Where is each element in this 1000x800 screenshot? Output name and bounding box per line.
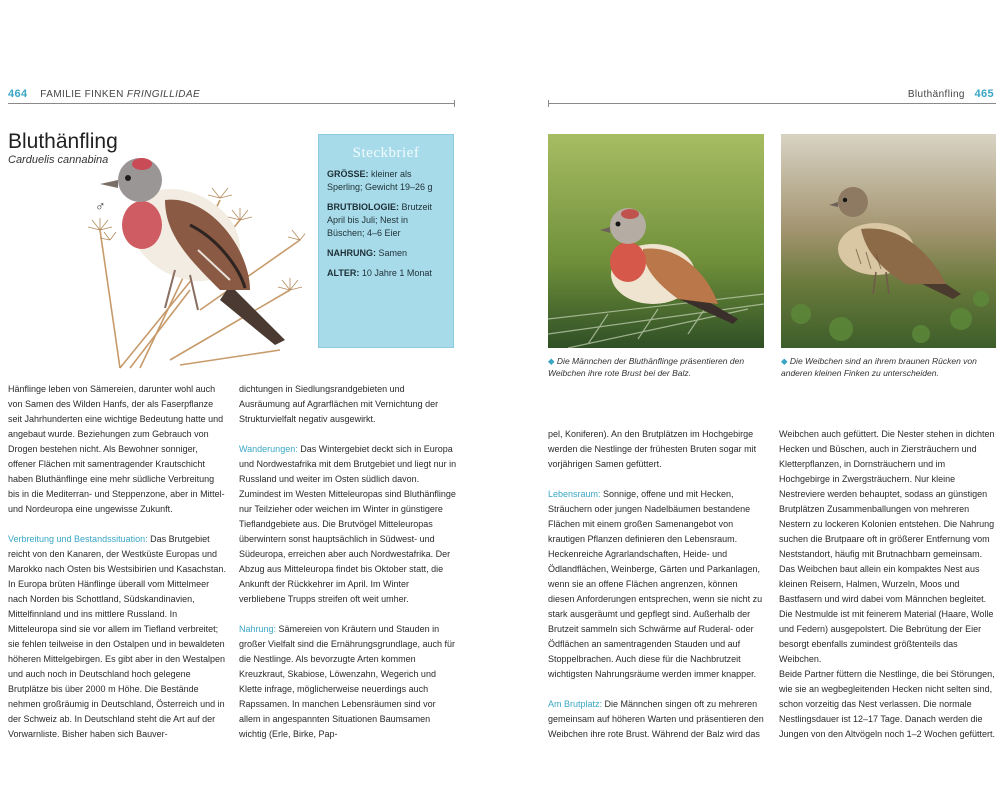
nest-paragraph-1: Weibchen auch gefüttert. Die Nester stehen in dichten Hecken und Büschen, auch in Ziersträuchern und Kletterpflanzen, in Dornsträuchern und im Hochgebirge in Zwergsträuchern. Nur kleine Nestreviere werden behauptet, sodass an günstigen Brutplätzen Zusammenballungen von mehreren Nestern zu lockeren Kolonien entstehen. Die Nahrung suchen die Brutpaare oft in größerer Entfernung vom Neststandort, häufig mit Brutnachbarn gemeinsam. xyxy=(779,429,995,559)
left-header-rule xyxy=(8,103,454,104)
fact-food-label: NAHRUNG: xyxy=(327,248,376,258)
bird-red-breast xyxy=(122,201,162,249)
migration-paragraph xyxy=(239,442,457,607)
nest-paragraph-2: Das Weibchen baut allein ein kompaktes Nest aus kleinen Reisern, Halmen, Wurzeln, Moos und Bastfasern und wird dabei vom Männchen begleitet. Die Nestmulde ist mit feinerem Material (Haare, Wolle und Federn) ausgepolstert. Die Bebrütung der Eier besorgt ebenfalls zumindest größtenteils das Weibchen. xyxy=(779,564,994,664)
photo-female-linnet xyxy=(781,134,996,348)
caption-female-photo xyxy=(781,355,997,379)
left-header-rule-end xyxy=(454,100,455,107)
fact-food xyxy=(327,247,445,260)
text-column-3 xyxy=(548,427,766,742)
fact-breeding xyxy=(327,201,445,240)
caption-marker-icon: ◆ xyxy=(781,356,788,366)
bird-beak xyxy=(100,180,118,188)
breeding-site-heading: Am Brutplatz: xyxy=(548,699,603,709)
bird-eye xyxy=(125,175,131,181)
fact-size-label: GRÖSSE: xyxy=(327,169,369,179)
bird-tail xyxy=(220,285,285,345)
left-running-head-italic: FRINGILLIDAE xyxy=(126,89,201,100)
fact-size xyxy=(327,168,445,194)
distribution-heading: Verbreitung und Bestandssituation: xyxy=(8,534,148,544)
fact-age-value: 10 Jahre 1 Monat xyxy=(359,268,432,278)
left-running-head-text: FAMILIE FINKEN xyxy=(40,89,127,100)
left-page-number: 464 xyxy=(8,88,28,100)
scientific-name: Carduelis cannabina xyxy=(8,154,109,166)
fact-food-value: Samen xyxy=(376,248,408,258)
breeding-site-paragraph xyxy=(548,697,766,742)
continuation-paragraph-right: pel, Koniferen). An den Brutplätzen im Hochgebirge werden die Nestlinge der frühesten Bruten sogar mit vorjährigen Samen gefüttert. xyxy=(548,429,757,469)
caption-female-text: Die Weibchen sind an ihrem braunen Rücken von anderen kleinen Finken zu unterscheiden. xyxy=(781,356,977,378)
breeding-site-text: Die Männchen singen oft zu mehreren gemeinsam auf höheren Warten und präsentieren den Weibchen ihre rote Brust. Während der Balz wird das xyxy=(548,699,764,739)
fact-box-heading: Steckbrief xyxy=(352,145,420,161)
distribution-paragraph xyxy=(8,532,226,742)
distribution-text: Das Brutgebiet reicht von den Kanaren, der Westküste Europas und Marokko nach Osten bis Westsibirien und Kasachstan. In Europa brüten Hänflinge überall vom Mittelmeer nach Norden bis Schottland, Südskandinavien, Mittelfinnland und ins mittlere Russland. In Mitteleuropa sind sie vor allem im Tiefland verbreitet; sie fehlen teilweise in den Ostalpen und in bewaldeten höheren Mittelgebirgen. Es gibt aber in den Westalpen und auch noch in Deutschland hoch gelegene Brutplätze bis über 2000 m Höhe. Die Bestände nehmen großräumig in Deutschland, Österreich und in der Schweiz ab. In Deutschland steht die Art auf der Vorwarnliste. Bisher haben sich Bauver- xyxy=(8,534,226,739)
food-paragraph xyxy=(239,622,457,742)
food-text: Sämereien von Kräutern und Stauden in großer Vielfalt sind die Ernährungsgrundlage, auch für die Nestlinge. Als bevorzugte Arten kommen Kreuzkraut, Skabiose, Löwenzahn, Wegerich und Klette infrage, möglicherweise neuerdings auch Rapssamen. In manchen Lebensräumen sind vor allem in angespannten Situationen Baumsamen wichtig (Erle, Birke, Pap- xyxy=(239,624,455,739)
page-title: Bluthänfling xyxy=(8,130,118,153)
habitat-heading: Lebensraum: xyxy=(548,489,601,499)
linnet-illustration xyxy=(80,140,305,370)
caption-male-photo xyxy=(548,355,766,379)
food-heading: Nahrung: xyxy=(239,624,277,634)
fact-size-value: kleiner als Sperling; Gewicht 19–26 g xyxy=(327,169,433,192)
fact-box xyxy=(318,134,454,348)
right-header-rule xyxy=(548,103,996,104)
fact-breeding-label: BRUTBIOLOGIE: xyxy=(327,202,399,212)
right-page-number: 465 xyxy=(974,88,994,100)
migration-heading: Wanderungen: xyxy=(239,444,298,454)
fact-age xyxy=(327,267,445,280)
caption-marker-icon: ◆ xyxy=(548,356,555,366)
text-column-1 xyxy=(8,382,226,742)
intro-paragraph: Hänflinge leben von Sämereien, darunter wohl auch von Samen des Wilden Hanfs, der als Faserpflanze seit Jahrhunderten eine wichtige Bedeutung hatte und angebaut wurde. Beziehungen zum Gebrauch von Drogen bestehen nicht. Als Bewohner sonniger, offener Flächen mit samentragender Krautschicht haben Bluthänflinge eine mehr südliche Verbreitung bis in die Mediterran- und Steppenzone, aber in Mittel- und Nordeuropa eine ungewisse Zukunft. xyxy=(8,384,225,514)
right-running-head xyxy=(908,88,994,100)
right-header-rule-start xyxy=(548,100,549,107)
right-running-head-text: Bluthänfling xyxy=(907,89,965,100)
habitat-text: Sonnige, offene und mit Hecken, Sträuchern oder jungen Nadelbäumen bestandene Flächen mit einem großen Samenangebot von krautigen Pflanzen definieren den Lebensraum. Heckenreiche Agrarlandschaften, Heide- und Ödlandflächen, Weinberge, Gärten und Parkanlagen, wenn sie an offene Flächen angrenzen, können diesen Anforderungen entsprechen, wenn sie nicht zu stark ausgeräumt und gepflegt sind. Außerhalb der Brutzeit sammeln sich Schwärme auf Ruderal- oder Ödflächen an samentragenden Stauden und auf Stoppelbrachen. Auch diese für die Nachbrutzeit wichtigsten Nahrungsräume werden immer knapper. xyxy=(548,489,763,679)
left-running-head xyxy=(8,88,200,100)
continuation-paragraph: dichtungen in Siedlungsrandgebieten und Ausräumung auf Agrarflächen mit Vernichtung der Strukturvielfalt negativ ausgewirkt. xyxy=(239,384,439,424)
text-column-2 xyxy=(239,382,457,742)
nest-paragraph-3: Beide Partner füttern die Nestlinge, die bei Störungen, wie sie an wegbegleitenden Hecken nicht selten sind, schon vorzeitig das Nest verlassen. Die normale Nestlingsdauer ist 12–17 Tage. Danach werden die Jungen von den Altvögeln noch 1–2 Wochen gefüttert. xyxy=(779,669,995,739)
habitat-paragraph xyxy=(548,487,766,682)
text-column-4 xyxy=(779,427,997,742)
fact-age-label: ALTER: xyxy=(327,268,360,278)
bird-red-crown xyxy=(132,158,152,170)
caption-male-text: Die Männchen der Bluthänflinge präsentieren den Weibchen ihre rote Brust bei der Balz. xyxy=(548,356,745,378)
photo-male-linnet xyxy=(548,134,764,348)
fact-breeding-value: Brutzeit April bis Juli; Nest in Büschen; 4–6 Eier xyxy=(327,202,433,238)
male-symbol: ♂ xyxy=(95,198,106,214)
migration-text: Das Wintergebiet deckt sich in Europa und Nordwestafrika mit dem Brutgebiet und liegt nur in Russland und weiter im Osten südlich davon. Zumindest im Westen Mitteleuropas sind Bluthänflinge nur Teilzieher oder weichen im Winter in günstigere Tieflandgebiete aus. Die Brutvögel Mitteleuropas überwintern sonst hauptsächlich in Südwest- und Südeuropa, erreichen aber auch Nordwestafrika. Der Abzug aus Mitteleuropa findet bis Oktober statt, die Ankunft der Rückkehrer im April. Im Winter verbliebene Trupps streifen oft weit umher. xyxy=(239,444,457,604)
